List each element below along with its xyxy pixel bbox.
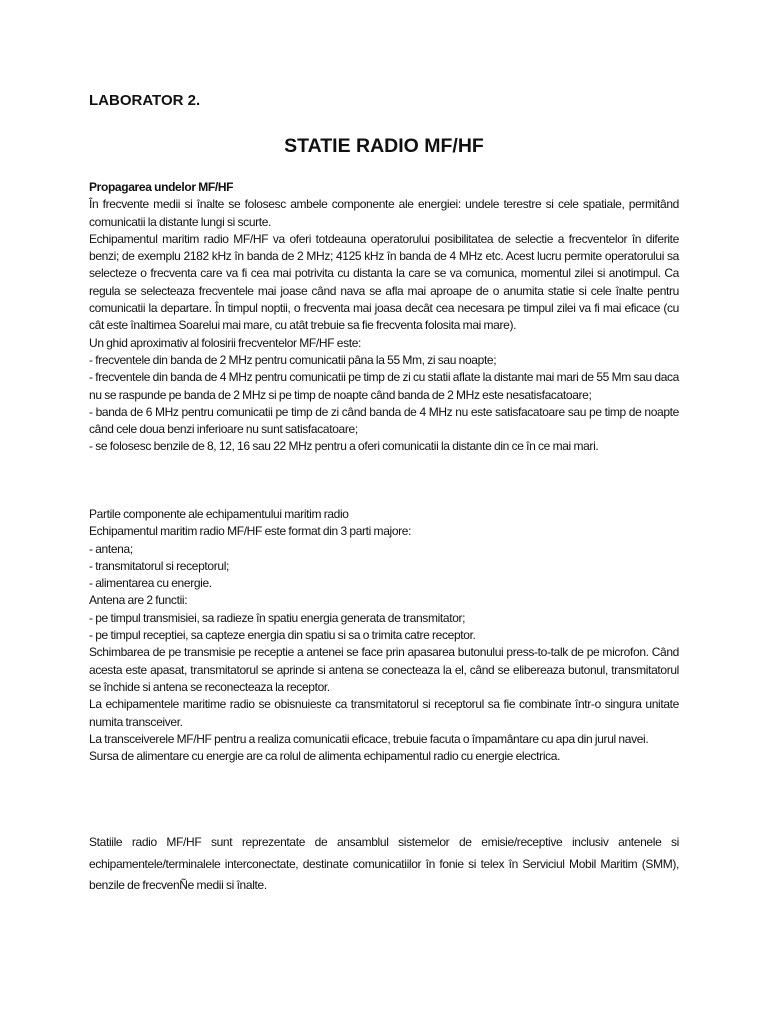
document-content [89, 92, 679, 892]
list-item: - frecventele din banda de 4 MHz pentru comunicatii pe timp de zi cu statii aflate la distante mai mari de 55 Mm sau daca nu se raspunde pe banda de 2 MHz si pe timp de noapte când banda de 2 MHz este nesatisfacatoare; [89, 370, 679, 402]
paragraph: Sursa de alimentare cu energie are ca rolul de alimenta echipamentul radio cu energie electrica. [89, 749, 561, 764]
list-item: - se folosesc benzile de 8, 12, 16 sau 22 MHz pentru a oferi comunicatii la distante din ce în ce mai mari. [89, 439, 599, 454]
list-item: - banda de 6 MHz pentru comunicatii pe timp de zi când banda de 4 MHz nu este satisfacatoare sau pe timp de noapte când cele doua benzi inferioare nu sunt satisfacatoare; [89, 404, 679, 437]
section-propagation [89, 179, 679, 456]
list-item: - frecventele din banda de 2 MHz pentru comunicatii pâna la 55 Mm, zi sau noapte; [89, 352, 497, 367]
section-heading-propagation: Propagarea undelor MF/HF [89, 180, 234, 194]
paragraph: Statiile radio MF/HF sunt reprezentate de ansamblul sistemelor de emisie/receptive inclusiv antenele si echipamentele/terminalele interconectate, destinate comunicatiilor în fonie si telex în Serviciul Mobil Maritim (SMM), benzile de frecvenÑe medii si înalte. [89, 835, 679, 892]
list-item: - pe timpul transmisiei, sa radieze în spatiu energia generata de transmitator; [89, 610, 466, 625]
document-title: STATIE RADIO MF/HF [284, 135, 484, 157]
paragraph: Un ghid aproximativ al folosirii frecventelor MF/HF este: [89, 335, 362, 350]
list-item: - alimentarea cu energie. [89, 576, 212, 591]
paragraph: Antena are 2 functii: [89, 593, 188, 608]
paragraph: Echipamentul maritim radio MF/HF este format din 3 parti majore: [89, 524, 412, 539]
list-item: - antena; [89, 541, 133, 556]
lab-title: LABORATOR 2. [89, 92, 201, 109]
paragraph: În frecvente medii si înalte se folosesc ambele componente ale energiei: undele terestre si cele spatiale, permitând comunicatii la distante lungi si scurte. [89, 197, 679, 229]
section-stations [89, 832, 679, 897]
paragraph: Echipamentul maritim radio MF/HF va oferi totdeauna operatorului posibilitatea de selectie a frecventelor în diferite benzi; de exemplu 2182 kHz în banda de 2 MHz; 4125 kHz în banda de 4 MHz etc. Acest lucru permite operatorului sa selecteze o frecventa care va fi cea mai potrivita cu distanta la care se va comunica, momentul zilei si anotimpul. Ca regula se selecteaza frecventele mai joase când nava se afla mai aproape de o anumita statie si cele înalte pentru comunicatii la departare. În timpul noptii, o frecventa mai joasa decât cea necesara pe timpul zilei va fi mai eficace (cu cât este înaltimea Soarelui mai mare, cu atât trebuie sa fie frecventa folosita mai mare). [89, 231, 679, 333]
paragraph: La transceiverele MF/HF pentru a realiza comunicatii eficace, trebuie facuta o împamântare cu apa din jurul navei. [89, 731, 649, 746]
paragraph: La echipamentele maritime radio se obisnuieste ca transmitatorul si receptorul sa fie combinate într-o singura unitate numita transceiver. [89, 697, 679, 729]
list-item: - transmitatorul si receptorul; [89, 558, 230, 573]
section-heading-components: Partile componente ale echipamentului maritim radio [89, 507, 349, 521]
list-item: - pe timpul receptiei, sa capteze energia din spatiu si sa o trimita catre receptor. [89, 628, 476, 643]
section-components [89, 506, 679, 765]
paragraph: Schimbarea de pe transmisie pe receptie a antenei se face prin apasarea butonului press-to-talk de pe microfon. Când acesta este apasat, transmitatorul se aprinde si antena se conecteaza la el, când se elibereaza butonul, transmitatorul se închide si antena se reconecteaza la receptor. [89, 645, 679, 694]
